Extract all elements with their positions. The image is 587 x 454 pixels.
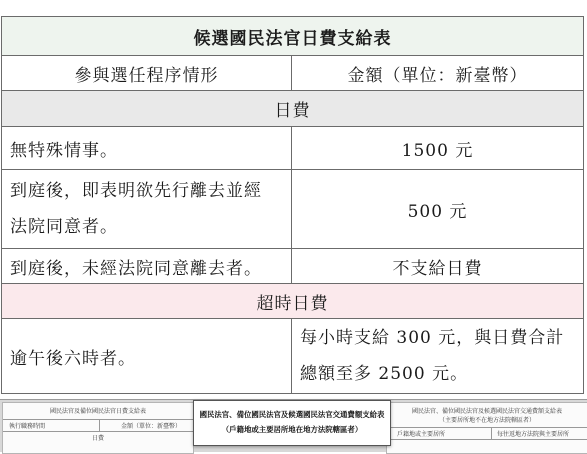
table-row — [2, 127, 584, 170]
condition-cell: 到庭後，未經法院同意離去者。 — [2, 249, 292, 284]
table-title-row — [2, 17, 584, 56]
amount-cell: 1500 元 — [292, 127, 584, 170]
table-row — [2, 319, 584, 394]
section-row-daily-fee — [2, 91, 584, 127]
thumbnail-strip — [0, 399, 587, 452]
header-amount: 金額（單位：新臺幣） — [292, 56, 584, 91]
thumbnail-subtitle: （主要居所地不在地方法院轄區者） — [438, 417, 535, 424]
condition-cell — [2, 170, 292, 249]
table-title: 候選國民法官日費支給表 — [2, 17, 584, 56]
condition-cell: 無特殊情事。 — [2, 127, 292, 170]
amount-cell: 不支給日費 — [292, 249, 584, 284]
header-participation: 參與選任程序情形 — [2, 56, 292, 91]
thumbnail-header-grid — [3, 419, 193, 432]
thumbnail-header-grid — [387, 427, 587, 440]
thumbnail-divider — [491, 428, 492, 439]
thumbnail-divider — [99, 420, 100, 431]
thumbnail-col-right: 金額（單位：新臺幣） — [121, 423, 182, 430]
amount-cell: 500 元 — [292, 170, 584, 249]
condition-cell: 逾午後六時者。 — [2, 319, 292, 394]
thumbnail-title: 國民法官、備位國民法官及候選國民法官交通費額支給表 — [199, 410, 385, 419]
table-row — [2, 170, 584, 249]
thumbnail-col-left: 戶籍地或主要居所 — [397, 431, 446, 438]
condition-line: 法院同意者。 — [10, 217, 118, 237]
thumbnail-col-right: 每往返地方法院與主要居所 — [497, 431, 570, 438]
amount-line: 每小時支給 300 元，與日費合計 — [300, 328, 565, 348]
condition-line: 到庭後，即表明欲先行離去並經 — [10, 181, 262, 201]
thumbnail-title: 國民法官及備位國民法官日費支給表 — [49, 408, 146, 415]
thumbnail-travel-fee-table-outside[interactable] — [386, 402, 587, 454]
thumbnail-title: 國民法官、備位國民法官及候選國民法官交通費額支給表 — [411, 408, 562, 415]
table-header-row — [2, 56, 584, 91]
amount-line: 總額至多 2500 元。 — [300, 364, 469, 384]
section-daily-fee: 日費 — [2, 91, 584, 127]
daily-fee-table — [1, 16, 584, 394]
table-row — [2, 249, 584, 284]
thumbnail-travel-fee-table-within[interactable] — [193, 400, 391, 446]
amount-cell — [292, 319, 584, 394]
thumbnail-row-text: 日費 — [91, 435, 104, 442]
thumbnail-daily-fee-table[interactable] — [2, 402, 194, 454]
section-row-overtime-fee — [2, 284, 584, 319]
section-overtime-fee: 超時日費 — [2, 284, 584, 319]
thumbnail-col-left: 執行職務時間 — [9, 423, 46, 430]
thumbnail-subtitle: （戶籍地或主要居所地在地方法院轄區者） — [221, 425, 363, 434]
